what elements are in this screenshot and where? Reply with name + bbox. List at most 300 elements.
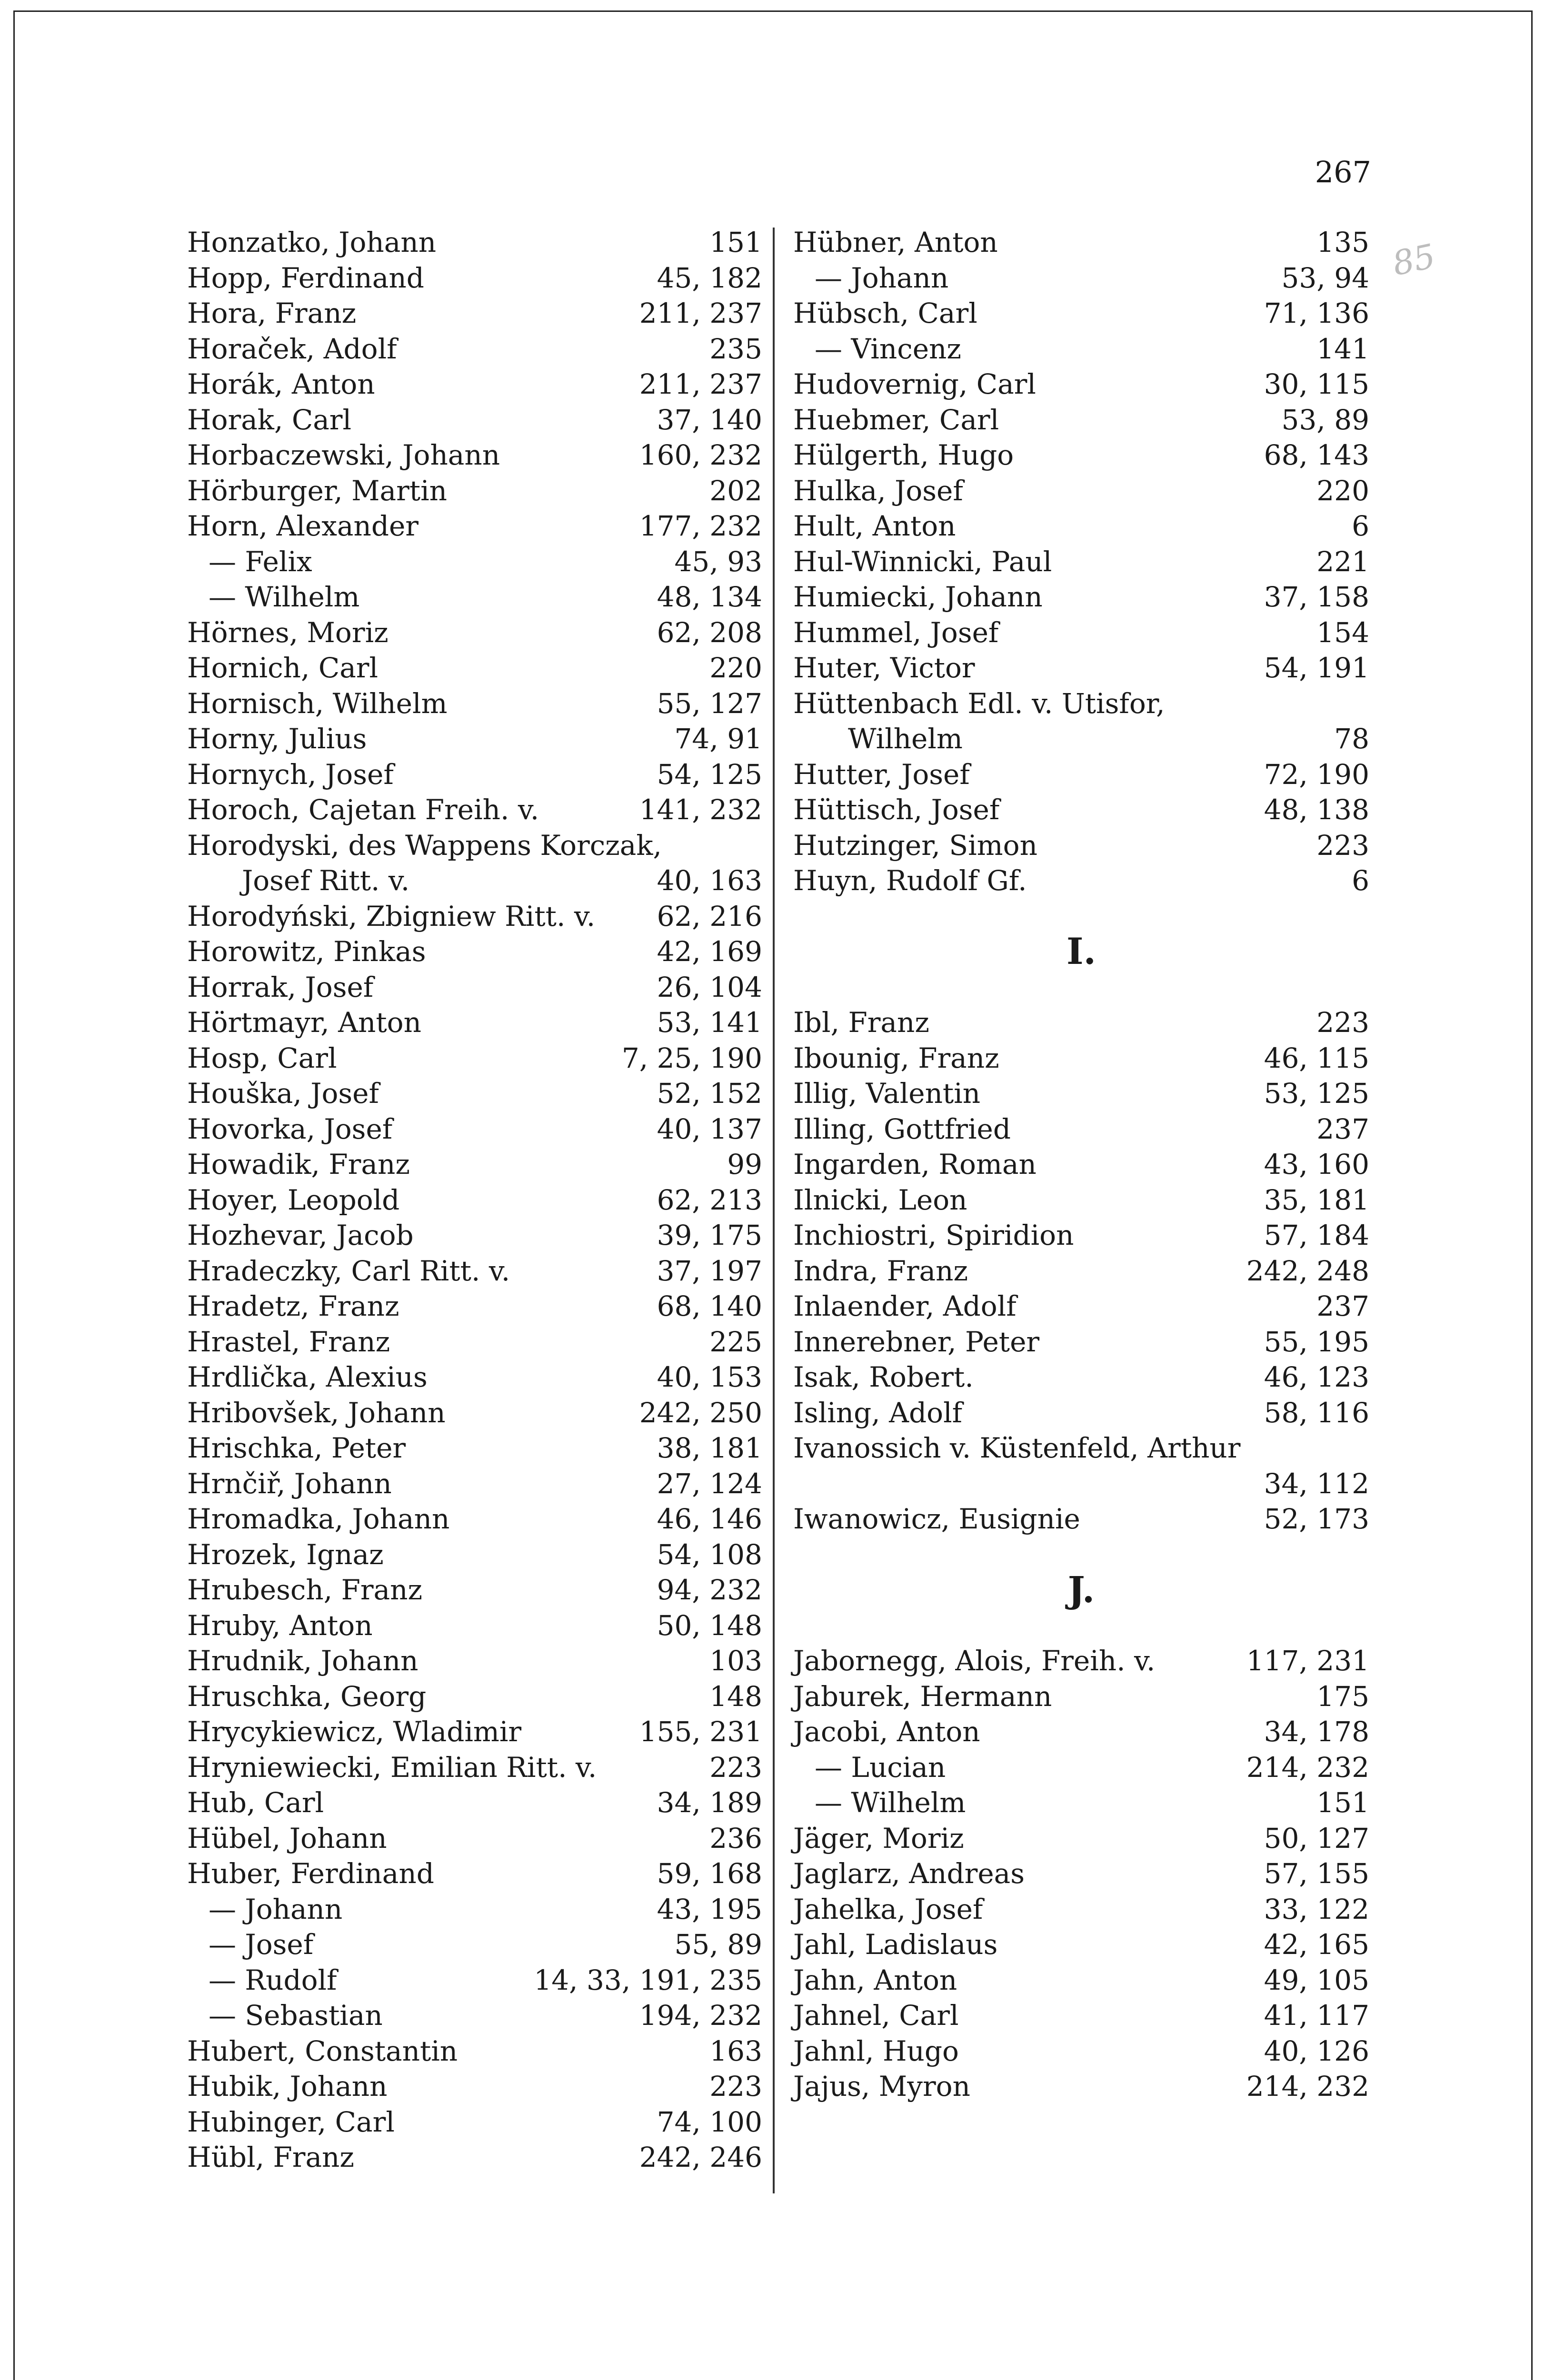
entry-pages: 74, 91 bbox=[674, 723, 762, 755]
index-entry bbox=[187, 1785, 762, 1821]
index-entry bbox=[793, 367, 1369, 402]
entry-pages: 14, 33, 191, 235 bbox=[534, 1964, 762, 1996]
entry-name: Horaček, Adolf bbox=[187, 332, 397, 365]
entry-pages: 41, 117 bbox=[1264, 1999, 1369, 2032]
entry-name: Isak, Robert. bbox=[793, 1361, 974, 1393]
entry-name: Hülgerth, Hugo bbox=[793, 439, 1014, 471]
margin-pencil-mark: 85 bbox=[1389, 236, 1439, 284]
entry-name: Jahn, Anton bbox=[793, 1964, 957, 1996]
index-entry bbox=[793, 650, 1369, 686]
entry-name: Hozhevar, Jacob bbox=[187, 1219, 414, 1251]
entry-pages: 223 bbox=[709, 2070, 762, 2102]
index-entry bbox=[793, 402, 1369, 438]
entry-pages: 62, 208 bbox=[657, 616, 762, 649]
index-entry bbox=[187, 1821, 762, 1856]
entry-pages: 62, 213 bbox=[657, 1183, 762, 1216]
entry-name: Wilhelm bbox=[848, 723, 963, 755]
entry-pages: 221 bbox=[1316, 545, 1369, 578]
index-entry bbox=[187, 1679, 762, 1715]
entry-pages: 62, 216 bbox=[657, 900, 762, 932]
entry-name: — Johann bbox=[815, 261, 949, 294]
entry-name: — Josef bbox=[209, 1928, 314, 1961]
entry-pages: 117, 231 bbox=[1246, 1645, 1369, 1677]
index-entry bbox=[187, 1927, 762, 1963]
entry-name: Hübel, Johann bbox=[187, 1822, 387, 1854]
index-entry bbox=[187, 1892, 762, 1927]
entry-name: Hüttisch, Josef bbox=[793, 793, 1000, 826]
entry-name: Hübner, Anton bbox=[793, 226, 998, 258]
entry-pages: 43, 195 bbox=[657, 1893, 762, 1925]
entry-pages: 39, 175 bbox=[657, 1219, 762, 1251]
entry-pages: 54, 125 bbox=[657, 758, 762, 791]
entry-pages: 40, 163 bbox=[657, 864, 762, 897]
entry-pages: 237 bbox=[1316, 1290, 1369, 1322]
index-entry bbox=[793, 260, 1369, 296]
index-entry bbox=[793, 579, 1369, 615]
index-entry bbox=[187, 828, 762, 863]
index-entry bbox=[187, 1998, 762, 2033]
entry-pages: 38, 181 bbox=[657, 1432, 762, 1464]
entry-name: Hübsch, Carl bbox=[793, 297, 977, 329]
entry-name: Hüttenbach Edl. v. Utisfor, bbox=[793, 687, 1165, 720]
index-entry bbox=[187, 1289, 762, 1324]
entry-name: Inchiostri, Spiridion bbox=[793, 1219, 1074, 1251]
index-entry bbox=[793, 757, 1369, 793]
entry-name: Houška, Josef bbox=[187, 1077, 379, 1110]
index-entry bbox=[793, 1289, 1369, 1324]
spacer bbox=[793, 1537, 1369, 1573]
entry-pages: 71, 136 bbox=[1264, 297, 1369, 329]
index-entry bbox=[793, 2033, 1369, 2069]
index-entry bbox=[793, 1041, 1369, 1076]
entry-pages: 175 bbox=[1316, 1680, 1369, 1713]
entry-pages: 55, 89 bbox=[674, 1928, 762, 1961]
entry-pages: 177, 232 bbox=[639, 510, 762, 542]
index-entry bbox=[187, 1041, 762, 1076]
entry-name: Hörtmayr, Anton bbox=[187, 1006, 421, 1039]
index-entry bbox=[793, 225, 1369, 260]
entry-name: Hul-Winnicki, Paul bbox=[793, 545, 1052, 578]
entry-name: — Lucian bbox=[815, 1751, 946, 1784]
entry-name: Horbaczewski, Johann bbox=[187, 439, 500, 471]
index-entry bbox=[187, 1324, 762, 1360]
entry-pages: 34, 189 bbox=[657, 1786, 762, 1819]
index-entry bbox=[793, 1111, 1369, 1147]
entry-name: Hornych, Josef bbox=[187, 758, 394, 791]
index-entry bbox=[187, 757, 762, 793]
index-entry bbox=[793, 1253, 1369, 1289]
index-entry bbox=[793, 1998, 1369, 2033]
entry-name: — Wilhelm bbox=[815, 1786, 966, 1819]
index-entry bbox=[187, 1218, 762, 1253]
index-entry bbox=[187, 1005, 762, 1041]
section-heading: J. bbox=[1067, 1568, 1095, 1611]
entry-pages: 42, 165 bbox=[1264, 1928, 1369, 1961]
entry-pages: 40, 137 bbox=[657, 1112, 762, 1145]
entry-pages: 6 bbox=[1352, 864, 1369, 897]
entry-pages: 236 bbox=[709, 1822, 762, 1854]
entry-pages: 99 bbox=[727, 1148, 762, 1180]
entry-pages: 242, 248 bbox=[1246, 1254, 1369, 1287]
index-entry bbox=[793, 508, 1369, 544]
index-entry bbox=[187, 296, 762, 331]
entry-name: Hubik, Johann bbox=[187, 2070, 388, 2102]
entry-name: Honzatko, Johann bbox=[187, 226, 437, 258]
entry-name: Horny, Julius bbox=[187, 723, 367, 755]
entry-pages: 35, 181 bbox=[1264, 1183, 1369, 1216]
entry-pages: 141 bbox=[1316, 332, 1369, 365]
entry-name: Hub, Carl bbox=[187, 1786, 324, 1819]
index-entry bbox=[187, 1466, 762, 1502]
index-entry bbox=[187, 473, 762, 509]
entry-name: Hradetz, Franz bbox=[187, 1290, 399, 1322]
index-entry bbox=[793, 792, 1369, 828]
index-entry bbox=[187, 1359, 762, 1395]
entry-pages: 57, 184 bbox=[1264, 1219, 1369, 1251]
entry-pages: 220 bbox=[709, 652, 762, 684]
index-entry bbox=[793, 1466, 1369, 1502]
entry-name: Huebmer, Carl bbox=[793, 403, 999, 436]
index-entry bbox=[793, 1679, 1369, 1715]
entry-pages: 211, 237 bbox=[639, 297, 762, 329]
index-entry bbox=[187, 225, 762, 260]
entry-name: Huter, Victor bbox=[793, 652, 975, 684]
entry-pages: 37, 158 bbox=[1264, 581, 1369, 613]
index-entry bbox=[187, 1714, 762, 1750]
index-entry bbox=[187, 508, 762, 544]
index-entry bbox=[793, 1359, 1369, 1395]
index-entry bbox=[187, 1537, 762, 1573]
index-entry bbox=[793, 331, 1369, 367]
entry-pages: 53, 94 bbox=[1281, 261, 1369, 294]
index-entry bbox=[793, 615, 1369, 651]
entry-name: Hopp, Ferdinand bbox=[187, 261, 424, 294]
entry-pages: 42, 169 bbox=[657, 935, 762, 968]
entry-pages: 78 bbox=[1334, 723, 1369, 755]
entry-pages: 74, 100 bbox=[657, 2105, 762, 2138]
entry-name: Hrozek, Ignaz bbox=[187, 1538, 384, 1571]
entry-name: Ibounig, Franz bbox=[793, 1041, 999, 1074]
index-entry bbox=[187, 1856, 762, 1892]
entry-name: Hrdlička, Alexius bbox=[187, 1361, 428, 1393]
index-entry bbox=[793, 1714, 1369, 1750]
entry-name: Hrudnik, Johann bbox=[187, 1645, 419, 1677]
index-entry bbox=[793, 1892, 1369, 1927]
index-entry bbox=[187, 650, 762, 686]
entry-pages: 26, 104 bbox=[657, 971, 762, 1003]
index-entry bbox=[187, 2104, 762, 2140]
entry-pages: 43, 160 bbox=[1264, 1148, 1369, 1180]
entry-name: Jaburek, Hermann bbox=[793, 1680, 1052, 1713]
index-entry bbox=[187, 721, 762, 757]
index-entry bbox=[793, 1643, 1369, 1679]
index-entry bbox=[793, 828, 1369, 863]
index-entry bbox=[187, 1572, 762, 1608]
entry-pages: 49, 105 bbox=[1264, 1964, 1369, 1996]
entry-name: Hult, Anton bbox=[793, 510, 956, 542]
index-entry bbox=[187, 1395, 762, 1431]
entry-pages: 52, 152 bbox=[657, 1077, 762, 1110]
entry-name: Hromadka, Johann bbox=[187, 1503, 450, 1535]
entry-pages: 57, 155 bbox=[1264, 1857, 1369, 1890]
entry-name: — Felix bbox=[209, 545, 312, 578]
index-entry bbox=[793, 1076, 1369, 1111]
entry-name: — Wilhelm bbox=[209, 581, 360, 613]
entry-pages: 94, 232 bbox=[657, 1574, 762, 1606]
entry-name: Horák, Anton bbox=[187, 368, 375, 400]
entry-pages: 141, 232 bbox=[639, 793, 762, 826]
entry-name: Hudovernig, Carl bbox=[793, 368, 1036, 400]
entry-name: Jaglarz, Andreas bbox=[793, 1857, 1025, 1890]
entry-name: Hribovšek, Johann bbox=[187, 1396, 446, 1429]
entry-pages: 46, 146 bbox=[657, 1503, 762, 1535]
index-entry bbox=[187, 1643, 762, 1679]
entry-pages: 211, 237 bbox=[639, 368, 762, 400]
entry-name: Hörburger, Martin bbox=[187, 474, 448, 507]
entry-name: Horrak, Josef bbox=[187, 971, 374, 1003]
entry-name: Horak, Carl bbox=[187, 403, 352, 436]
index-entry bbox=[187, 934, 762, 970]
entry-name: Hora, Franz bbox=[187, 297, 357, 329]
index-entry bbox=[187, 899, 762, 934]
index-entry bbox=[793, 544, 1369, 580]
entry-name: Ivanossich v. Küstenfeld, Arthur bbox=[793, 1432, 1241, 1464]
entry-pages: 151 bbox=[1316, 1786, 1369, 1819]
entry-pages: 52, 173 bbox=[1264, 1503, 1369, 1535]
entry-name: — Rudolf bbox=[209, 1964, 337, 1996]
entry-pages: 58, 116 bbox=[1264, 1396, 1369, 1429]
entry-pages: 33, 122 bbox=[1264, 1893, 1369, 1925]
index-entry bbox=[187, 1147, 762, 1182]
entry-pages: 151 bbox=[709, 226, 762, 258]
index-entry bbox=[793, 1147, 1369, 1182]
entry-pages: 155, 231 bbox=[639, 1716, 762, 1748]
entry-name: Hrischka, Peter bbox=[187, 1432, 406, 1464]
entry-name: Hryniewiecki, Emilian Ritt. v. bbox=[187, 1751, 597, 1784]
entry-pages: 53, 89 bbox=[1281, 403, 1369, 436]
entry-pages: 40, 153 bbox=[657, 1361, 762, 1393]
entry-name: Horodyski, des Wappens Korczak, bbox=[187, 829, 662, 862]
entry-name: — Vincenz bbox=[815, 332, 961, 365]
index-entry bbox=[187, 1253, 762, 1289]
index-entry bbox=[187, 686, 762, 722]
entry-pages: 194, 232 bbox=[639, 1999, 762, 2032]
entry-name: Hruschka, Georg bbox=[187, 1680, 427, 1713]
entry-pages: 34, 178 bbox=[1264, 1716, 1369, 1748]
index-entry bbox=[187, 1608, 762, 1644]
entry-name: Horoch, Cajetan Freih. v. bbox=[187, 793, 539, 826]
index-entry bbox=[187, 1182, 762, 1218]
entry-pages: 163 bbox=[709, 2034, 762, 2067]
entry-pages: 237 bbox=[1316, 1112, 1369, 1145]
index-entry bbox=[187, 2069, 762, 2104]
index-entry bbox=[187, 792, 762, 828]
entry-name: — Sebastian bbox=[209, 1999, 383, 2032]
entry-pages: 103 bbox=[709, 1645, 762, 1677]
index-entry bbox=[187, 260, 762, 296]
index-entry bbox=[793, 473, 1369, 509]
entry-name: Huber, Ferdinand bbox=[187, 1857, 434, 1890]
index-entry bbox=[793, 863, 1369, 899]
entry-name: Jäger, Moriz bbox=[793, 1822, 964, 1854]
index-entry bbox=[187, 863, 762, 899]
entry-name: Humiecki, Johann bbox=[793, 581, 1043, 613]
right-column bbox=[793, 225, 1369, 2104]
entry-pages: 148 bbox=[709, 1680, 762, 1713]
index-entry bbox=[793, 1324, 1369, 1360]
entry-pages: 30, 115 bbox=[1264, 368, 1369, 400]
entry-pages: 45, 182 bbox=[657, 261, 762, 294]
index-entry bbox=[187, 1963, 762, 1998]
entry-pages: 50, 148 bbox=[657, 1609, 762, 1642]
index-entry bbox=[187, 367, 762, 402]
entry-pages: 48, 138 bbox=[1264, 793, 1369, 826]
entry-name: Hummel, Josef bbox=[793, 616, 999, 649]
entry-name: Indra, Franz bbox=[793, 1254, 968, 1287]
section-heading: I. bbox=[1066, 930, 1096, 972]
entry-name: Jahelka, Josef bbox=[793, 1893, 983, 1925]
index-entry bbox=[187, 402, 762, 438]
index-entry bbox=[187, 544, 762, 580]
entry-pages: 37, 140 bbox=[657, 403, 762, 436]
entry-pages: 46, 115 bbox=[1264, 1041, 1369, 1074]
entry-name: Howadik, Franz bbox=[187, 1148, 410, 1180]
entry-pages: 54, 108 bbox=[657, 1538, 762, 1571]
entry-name: Jahl, Ladislaus bbox=[793, 1928, 998, 1961]
entry-pages: 34, 112 bbox=[1264, 1467, 1369, 1500]
index-entry bbox=[187, 970, 762, 1005]
entry-pages: 48, 134 bbox=[657, 581, 762, 613]
entry-name: Hutter, Josef bbox=[793, 758, 970, 791]
entry-pages: 135 bbox=[1316, 226, 1369, 258]
entry-pages: 68, 140 bbox=[657, 1290, 762, 1322]
index-entry bbox=[793, 296, 1369, 331]
index-entry bbox=[187, 1076, 762, 1111]
entry-name: Horowitz, Pinkas bbox=[187, 935, 426, 968]
entry-pages: 7, 25, 190 bbox=[621, 1041, 762, 1074]
entry-pages: 235 bbox=[709, 332, 762, 365]
entry-name: Hrubesch, Franz bbox=[187, 1574, 423, 1606]
entry-pages: 53, 125 bbox=[1264, 1077, 1369, 1110]
index-entry bbox=[793, 1927, 1369, 1963]
entry-pages: 53, 141 bbox=[657, 1006, 762, 1039]
index-entry bbox=[187, 1430, 762, 1466]
entry-name: Jahnl, Hugo bbox=[793, 2034, 959, 2067]
column-divider bbox=[773, 228, 775, 2193]
index-entry bbox=[187, 437, 762, 473]
index-entry bbox=[793, 1750, 1369, 1785]
entry-pages: 40, 126 bbox=[1264, 2034, 1369, 2067]
entry-pages: 72, 190 bbox=[1264, 758, 1369, 791]
index-entry bbox=[793, 721, 1369, 757]
entry-name: Hrastel, Franz bbox=[187, 1325, 390, 1358]
entry-name: Illing, Gottfried bbox=[793, 1112, 1011, 1145]
entry-name: Hörnes, Moriz bbox=[187, 616, 389, 649]
spacer bbox=[793, 970, 1369, 1005]
entry-pages: 37, 197 bbox=[657, 1254, 762, 1287]
entry-pages: 214, 232 bbox=[1246, 1751, 1369, 1784]
index-entry bbox=[187, 2033, 762, 2069]
entry-name: Huyn, Rudolf Gf. bbox=[793, 864, 1027, 897]
entry-name: Illig, Valentin bbox=[793, 1077, 981, 1110]
entry-name: Horn, Alexander bbox=[187, 510, 419, 542]
index-entry bbox=[793, 2069, 1369, 2104]
entry-pages: 55, 195 bbox=[1264, 1325, 1369, 1358]
entry-pages: 242, 246 bbox=[639, 2141, 762, 2173]
entry-pages: 46, 123 bbox=[1264, 1361, 1369, 1393]
entry-name: Inlaender, Adolf bbox=[793, 1290, 1017, 1322]
entry-pages: 27, 124 bbox=[657, 1467, 762, 1500]
entry-pages: 242, 250 bbox=[639, 1396, 762, 1429]
entry-name: Jajus, Myron bbox=[793, 2070, 970, 2102]
index-entry bbox=[793, 1785, 1369, 1821]
index-entry bbox=[793, 1821, 1369, 1856]
entry-pages: 223 bbox=[1316, 1006, 1369, 1039]
entry-name: Hradeczky, Carl Ritt. v. bbox=[187, 1254, 510, 1287]
entry-name: Hübl, Franz bbox=[187, 2141, 354, 2173]
entry-pages: 68, 143 bbox=[1264, 439, 1369, 471]
spacer bbox=[793, 1608, 1369, 1644]
entry-name: Jacobi, Anton bbox=[793, 1716, 980, 1748]
index-entry bbox=[793, 1005, 1369, 1041]
entry-pages: 160, 232 bbox=[639, 439, 762, 471]
entry-name: Hosp, Carl bbox=[187, 1041, 337, 1074]
entry-pages: 202 bbox=[709, 474, 762, 507]
entry-name: Hovorka, Josef bbox=[187, 1112, 393, 1145]
entry-name: Ingarden, Roman bbox=[793, 1148, 1037, 1180]
entry-name: — Johann bbox=[209, 1893, 343, 1925]
index-entry bbox=[187, 1750, 762, 1785]
entry-name: Hulka, Josef bbox=[793, 474, 963, 507]
entry-name: Hornich, Carl bbox=[187, 652, 379, 684]
index-entry bbox=[793, 1182, 1369, 1218]
index-entry bbox=[187, 331, 762, 367]
index-entry bbox=[793, 1430, 1369, 1466]
entry-name: Ilnicki, Leon bbox=[793, 1183, 967, 1216]
entry-pages: 54, 191 bbox=[1264, 652, 1369, 684]
entry-name: Josef Ritt. v. bbox=[242, 864, 410, 897]
index-entry bbox=[793, 1395, 1369, 1431]
entry-pages: 225 bbox=[709, 1325, 762, 1358]
entry-name: Hubinger, Carl bbox=[187, 2105, 395, 2138]
index-entry bbox=[187, 1111, 762, 1147]
entry-pages: 55, 127 bbox=[657, 687, 762, 720]
entry-name: Hrnčiř, Johann bbox=[187, 1467, 392, 1500]
entry-name: Jahnel, Carl bbox=[793, 1999, 959, 2032]
index-entry bbox=[187, 1501, 762, 1537]
index-entry bbox=[793, 1501, 1369, 1537]
entry-name: Horodyński, Zbigniew Ritt. v. bbox=[187, 900, 596, 932]
entry-pages: 220 bbox=[1316, 474, 1369, 507]
index-entry bbox=[187, 2140, 762, 2175]
entry-name: Isling, Adolf bbox=[793, 1396, 963, 1429]
spacer bbox=[793, 899, 1369, 934]
entry-name: Hruby, Anton bbox=[187, 1609, 373, 1642]
index-entry bbox=[793, 686, 1369, 722]
entry-name: Iwanowicz, Eusignie bbox=[793, 1503, 1080, 1535]
entry-name: Hrycykiewicz, Wladimir bbox=[187, 1716, 522, 1748]
entry-name: Hoyer, Leopold bbox=[187, 1183, 400, 1216]
entry-pages: 6 bbox=[1352, 510, 1369, 542]
entry-name: Hubert, Constantin bbox=[187, 2034, 458, 2067]
entry-name: Hutzinger, Simon bbox=[793, 829, 1037, 862]
page-number: 267 bbox=[1315, 155, 1371, 189]
entry-name: Jabornegg, Alois, Freih. v. bbox=[793, 1645, 1156, 1677]
index-entry bbox=[187, 579, 762, 615]
left-column bbox=[187, 225, 762, 2175]
entry-pages: 154 bbox=[1316, 616, 1369, 649]
entry-pages: 50, 127 bbox=[1264, 1822, 1369, 1854]
